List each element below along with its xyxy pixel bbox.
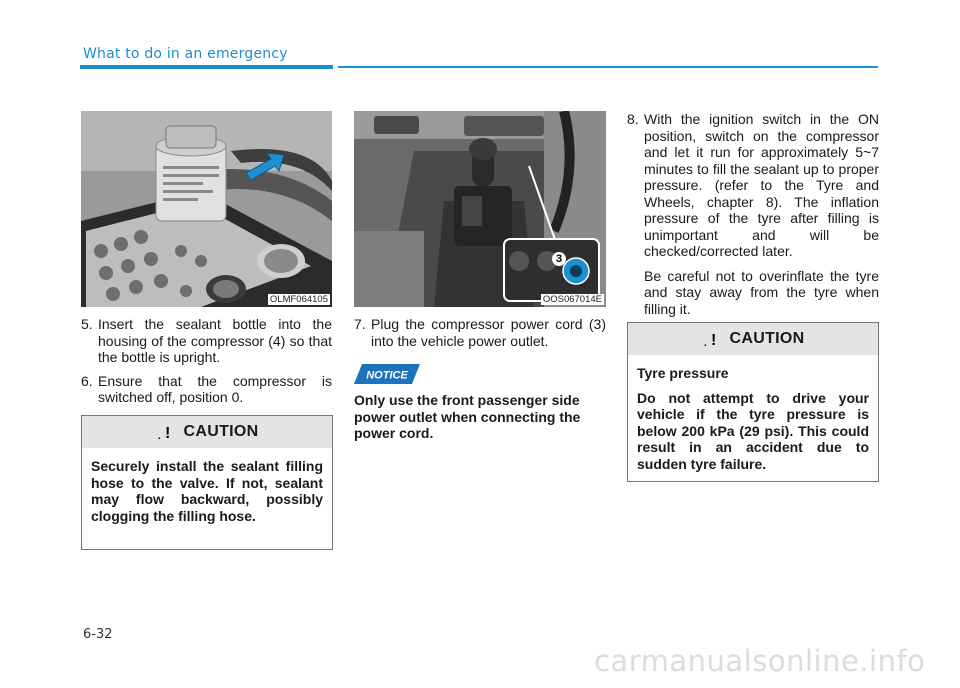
caution-subtitle: Tyre pressure <box>637 365 729 381</box>
svg-text:.: . <box>157 431 161 441</box>
caution-box-tyre-pressure <box>627 322 879 482</box>
svg-text:!: ! <box>164 425 170 441</box>
right-steps <box>627 111 879 317</box>
step-8-note: Be careful not to overinflate the tyre and stay away from the tyre when filling it. <box>644 267 879 317</box>
step-6: 6. Ensure that the compressor is switched off, position 0. <box>81 372 332 405</box>
watermark: carmanualsonline.info <box>594 644 926 678</box>
warning-icon <box>156 423 176 441</box>
caution-header <box>628 323 878 355</box>
middle-steps <box>354 316 606 356</box>
notice-text: Only use the front passenger side power outlet when connecting the power cord. <box>354 392 581 441</box>
caution-header <box>82 416 332 448</box>
figure-code-label: OLMF064105 <box>269 294 328 305</box>
step-5: 5. Insert the sealant bottle into the housing of the compressor (4) so that the bottle is upright. <box>81 316 332 365</box>
svg-text:!: ! <box>710 332 716 348</box>
gear-shift-power-outlet-illustration <box>354 111 606 307</box>
header-rule-thin <box>338 66 878 68</box>
figure-sealant-compressor <box>81 111 332 307</box>
header-rule-thick <box>80 65 333 69</box>
warning-icon <box>702 330 722 348</box>
page-number: 6-32 <box>83 627 113 642</box>
sealant-bottle-compressor-illustration <box>81 111 332 307</box>
section-title: What to do in an emergency <box>83 46 288 62</box>
caution-title: CAUTION <box>729 330 805 347</box>
figure-power-outlet <box>354 111 606 307</box>
caution-text: Do not attempt to drive your vehicle if the tyre pressure is below 200 kPa (29 psi). This could result in an accident due to sudden tyre failure. <box>637 389 869 472</box>
notice-badge <box>354 364 420 384</box>
figure-code-label: OOS067014E <box>542 294 602 305</box>
step-8: 8. With the ignition switch in the ON position, switch on the compressor and let it run for approximately 5~7 minutes to fill the sealant up to proper pressure. (refer to the Tyre and Wheels, chapter 8). The inflation pressure of the tyre after filling is unimportant and will be checked/corrected later. <box>627 111 879 259</box>
step-7: 7. Plug the compressor power cord (3) into the vehicle power outlet. <box>354 316 606 349</box>
caution-body: Securely install the sealant filling hose to the valve. If not, sealant may flow backward, possibly clogging the filling hose. <box>91 458 323 524</box>
caution-box-sealant <box>81 415 333 550</box>
callout-number: 3 <box>552 252 566 266</box>
notice-label: NOTICE <box>366 369 408 382</box>
caution-body <box>628 355 878 482</box>
caution-title: CAUTION <box>183 423 259 440</box>
svg-text:.: . <box>703 338 707 348</box>
left-steps <box>81 316 332 413</box>
